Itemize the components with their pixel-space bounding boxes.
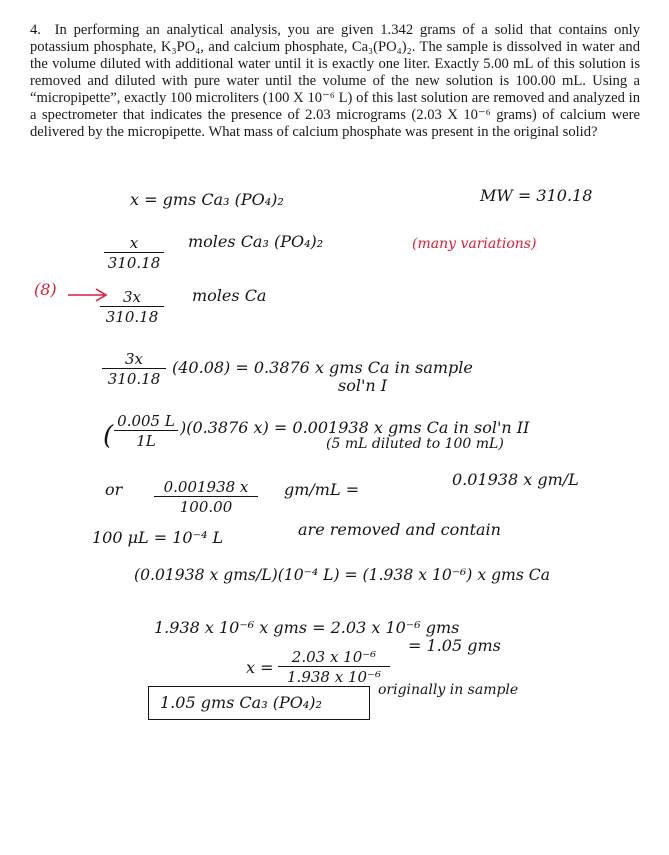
work-line-1: x = gms Ca₃ (PO₄)₂ (130, 190, 284, 209)
problem-statement (30, 22, 640, 141)
work-line-2: moles Ca₃ (PO₄)₂ (188, 232, 324, 251)
fraction-3x-over-mw-2: $\frac{3x}{310.18}$ (102, 350, 166, 388)
solution-one-label: sol'n I (338, 376, 388, 395)
fraction-final: $\frac{\text{2.03 x 10⁻⁶}}{\text{1.938 x 10⁻⁶}}$ (278, 648, 390, 686)
or-label: or (105, 480, 123, 499)
work-line-10-result: = 1.05 gms (408, 636, 501, 655)
work-line-7: 100 μL = 10⁻⁴ L (92, 528, 224, 547)
fraction-x-over-mw: $\frac{x}{310.18}$ (104, 234, 164, 272)
removed-note: are removed and contain (298, 520, 501, 539)
problem-text: In performing an analytical analysis, you are given 1.342 grams of a solid that contains only potassium phosphate, K₃PO₄, and calcium phosphate, Ca₃(PO₄)₂. The sample is dissolved in water and the volume diluted with additional water until it is exactly one liter. Exactly 5.00 mL of this solution is removed and diluted with pure water until the volume of the new solution is 100.00 mL. Using a “micropipette”, exactly 100 microliters (100 X 10⁻⁶ L) of this last solution are removed and analyzed in a spectrometer that indicates the presence of 2.03 micrograms (2.03 X 10⁻⁶ grams) of calcium were delivered by the micropipette. What mass of calcium phosphate was present in the original solid? (30, 22, 641, 140)
work-line-4: (40.08) = 0.3876 x gms Ca in sample (172, 358, 473, 377)
dilution-note: (5 mL diluted to 100 mL) (326, 436, 504, 452)
variations-note: (many variations) (412, 236, 537, 252)
problem-number: 4. (30, 22, 41, 38)
answer-note: originally in sample (378, 682, 519, 698)
molar-mass: MW = 310.18 (480, 186, 593, 205)
work-line-9: 1.938 x 10⁻⁶ x gms = 2.03 x 10⁻⁶ gms (154, 618, 460, 637)
concentration-per-liter: 0.01938 x gm/L (452, 470, 579, 489)
fraction-concentration: $\frac{0.001938 x}{100.00}$ (154, 478, 258, 516)
points-annotation: (8) (34, 280, 57, 299)
work-line-8: (0.01938 x gms/L)(10⁻⁴ L) = (1.938 x 10⁻⁶) x gms Ca (134, 566, 551, 584)
answer-text: 1.05 gms Ca₃ (PO₄)₂ (160, 693, 322, 712)
work-line-10-lhs: x = (246, 658, 274, 677)
work-line-3: moles Ca (192, 286, 267, 305)
work-line-5: )(0.3876 x) = 0.001938 x gms Ca in sol'n II (180, 418, 530, 437)
fraction-3x-over-mw: $\frac{3x}{310.18}$ (100, 288, 164, 326)
fraction-volume-ratio: $\frac{0.005 L}{1L}$ (114, 412, 178, 450)
work-line-6: gm/mL = (284, 480, 360, 499)
